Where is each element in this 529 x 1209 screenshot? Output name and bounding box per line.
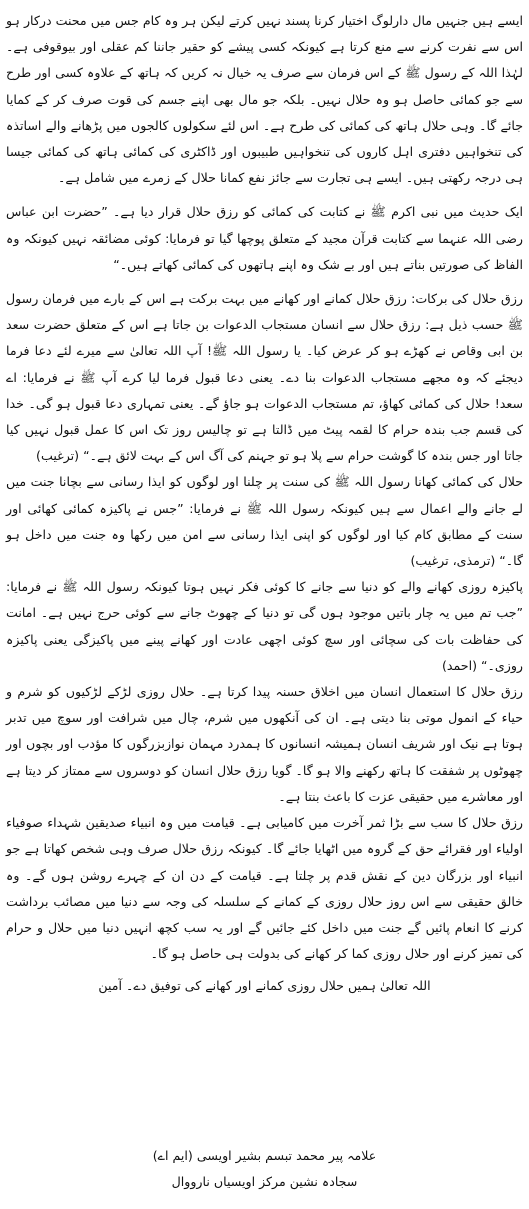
article-paragraph: رزق حلال کا استعمال انسان میں اخلاق حسنہ پیدا کرتا ہے۔ حلال روزی لڑکے لڑکیوں کو شرم و حیاء کے انمول موتی بنا دیتی ہے۔ ان کی آنکھوں میں شرم، چال میں شرافت اور سوچ میں تدبر ہوتا ہے نیک اور شریف انسان ہمیشہ انسانوں کا ہمدرد مہمان نوازبزرگوں کا مؤدب اور بچوں اور چھوٹوں پر شفقت کا ہاتھ رکھنے والا ہو گا۔ گویا رزق حلال انسان کو دوسروں سے ممتاز کر دیتا ہے اور معاشرے میں حقیقی عزت کا باعث بنتا ہے۔ xyxy=(6,684,523,804)
article-body xyxy=(6,4,523,999)
article-paragraph: پاکیزہ روزی کھانے والے کو دنیا سے جانے کا کوئی فکر نہیں ہوتا کیونکہ رسول اللہ ﷺ نے فرمایا: ”جب تم میں یہ چار باتیں موجود ہوں گی تو دنیا کے چھوٹ جانے سے کوئی حرج نہیں ہے۔ امانت کی حفاظت بات کی سچائی اور سچ کوئی اچھی عادت اور کھانے پینے میں پاکیزگی یعنی پاکیزہ روزی۔“ (احمد) xyxy=(6,579,523,673)
author-name: علامہ پیر محمد تبسم بشیر اویسی (ایم اے) xyxy=(152,1148,377,1163)
article-paragraph: ایسے ہیں جنہیں مال دارلوگ اختیار کرنا پسند نہیں کرتے لیکن ہر وہ کام جس میں محنت درکار ہو اس سے نفرت کرنے سے منع کرتا ہے کیونکہ کسی پیشے کو حقیر جاننا کم عقلی اور بیوقوفی ہے۔ لہٰذا اللہ کے رسول ﷺ کے اس فرمان سے صرف یہ خیال نہ کریں کہ ہاتھ کے علاوہ کسی اور طرح سے جو کمائی حاصل ہو وہ حلال نہیں۔ بلکہ جو مال بھی اپنے جسم کی قوت صرف کر کے کمایا جائے گا۔ وہی حلال ہاتھ کی کمائی کی طرح ہے۔ اس لئے سکولوں کالجوں میں پڑھانے والے اساتذہ کی تنخواہیں دفتری اہل کاروں کی تنخواہیں طبیبوں اور ڈاکٹری کی کمائی ہاتھ کی کمائی جیسا ہی درجہ رکھتی ہیں۔ ایسے ہی تجارت سے جائز نفع کمانا حلال کے زمرے میں شامل ہے۔ xyxy=(6,13,523,186)
article-paragraph: رزق حلال کی برکات: رزق حلال کمانے اور کھانے میں بہت برکت ہے اس کے بارے میں فرمان رسول ﷺ حسب ذیل ہے: رزق حلال سے انسان مستجاب الدعوات بن جاتا ہے اس کے متعلق حضرت سعد بن ابی وقاص نے کھڑے ہو کر عرض کیا۔ یا رسول اللہ ﷺ! آپ اللہ تعالیٰ سے میرے لئے دعا فرما دیجئے کہ وہ مجھے مستجاب الدعوات بنا دے۔ یعنی دعا قبول فرما لیا کرے آپ ﷺ نے فرمایا: اے سعد! حلال کی کمائی کھاؤ، تم مستجاب الدعوات ہو جاؤ گے۔ یعنی تمہاری دعا قبول ہو گی۔ خدا کی قسم جب بندہ حرام کا لقمہ پیٹ میں ڈالتا ہے تو چالیس روز تک اس کا عمل قبول نہیں کیا جاتا اور جس بندہ کا گوشت حرام سے پلا ہو تو جہنم کی آگ اس کے بہت لائق ہے۔“ (ترغیب) xyxy=(6,291,523,464)
author-title: سجادہ نشین مرکز اویسیاں نارووال xyxy=(171,1174,358,1189)
closing-prayer: اللہ تعالیٰ ہمیں حلال روزی کمانے اور کھانے کی توفیق دے۔ آمین xyxy=(98,978,431,994)
article-paragraph: رزق حلال کا سب سے بڑا ثمر آخرت میں کامیابی ہے۔ قیامت میں وہ انبیاء صدیقین شہداء صوفیاء اولیاء اور فقرائے حق کے گروہ میں اٹھایا جائے گا۔ کیونکہ رزق حلال صرف وہی شخص کھاتا ہے جو انبیاء اور بزرگان دین کے نقش قدم پر چلتا ہے۔ قیامت کے دن ان کے چہرے روشن ہوں گے۔ وہ خالق حقیقی سے اس روز حلال روزی کے کمانے کے سلسلہ کی وجہ سے دنیا میں مصائب برداشت کرنے کا انعام پائیں گے جنت میں داخل کئے جائیں گے اور یہ سب کچھ انہیں دنیا میں حلال و حرام کی تمیز کرنے اور حلال روزی کما کر کھانے کی بدولت ہی حاصل ہو گا۔ xyxy=(6,815,523,962)
article-paragraph: ایک حدیث میں نبی اکرم ﷺ نے کتابت کی کمائی کو رزق حلال قرار دیا ہے۔ ”حضرت ابن عباس رضی اللہ عنہما سے کتابت قرآن مجید کے متعلق پوچھا گیا تو فرمایا: کوئی مضائقہ نہیں کیونکہ وہ الفاظ کی صورتیں بناتے ہیں اور بے شک وہ اپنے ہاتھوں کی کمائی کھاتے ہیں۔“ xyxy=(6,204,523,272)
article-paragraph: حلال کی کمائی کھانا رسول اللہ ﷺ کی سنت پر چلنا اور لوگوں کو ایذا رسانی سے بچانا جنت میں لے جانے والے اعمال سے ہیں کیونکہ رسول اللہ ﷺ نے فرمایا: ”جس نے پاکیزہ کمائی کھائی اور سنت کے مطابق کام کیا اور لوگوں کو اپنی ایذا رسانی سے امن میں رکھا وہ جنت میں داخل ہو گا۔“ (ترمذی، ترغیب) xyxy=(6,474,523,569)
